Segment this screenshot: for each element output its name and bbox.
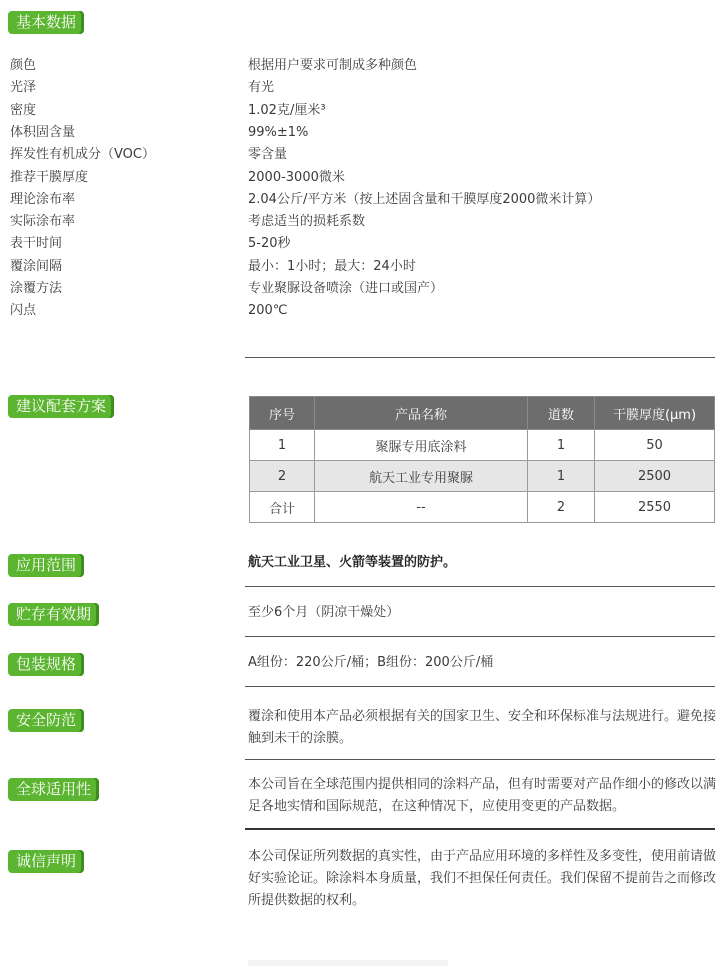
spec-row [0,167,725,189]
spec-value: 1.02克/厘米³ [248,102,326,118]
section-badge-statement: 诚信声明 [8,850,84,873]
table-header-row [250,397,715,430]
spec-value: 99%±1% [248,124,309,140]
table-cell: 合计 [250,492,315,523]
table-cell: 航天工业专用聚脲 [315,461,528,492]
table-cell: 2550 [595,492,715,523]
divider [245,759,715,760]
table-row [250,461,715,492]
section-badge-application: 应用范围 [8,554,84,577]
section-badge-packaging: 包装规格 [8,653,84,676]
spec-row [0,144,725,166]
spec-label: 表干时间 [10,236,63,252]
spec-row [0,100,725,122]
spec-row [0,77,725,99]
spec-row [0,189,725,211]
spec-row [0,233,725,255]
table-row-total [250,492,715,523]
spec-row [0,256,725,278]
divider [245,828,715,830]
spec-value: 零含量 [248,147,288,163]
spec-row [0,211,725,233]
spec-value: 5-20秒 [248,236,291,252]
divider [245,586,715,587]
section-badge-recommended-scheme: 建议配套方案 [8,395,114,418]
spec-value: 考虑适当的损耗系数 [248,214,366,230]
col-header-coats: 道数 [528,397,595,430]
spec-label: 密度 [10,102,37,118]
spec-label: 光泽 [10,80,37,96]
section-badge-safety: 安全防范 [8,709,84,732]
spec-value: 最小：1小时；最大：24小时 [248,258,416,274]
spec-row [0,300,725,322]
spec-label: 体积固含量 [10,124,76,140]
spec-value: 2000-3000微米 [248,169,345,185]
table-cell: 1 [528,461,595,492]
divider [245,686,715,687]
spec-value: 2.04公斤/平方米（按上述固含量和干膜厚度2000微米计算） [248,191,601,207]
col-header-no: 序号 [250,397,315,430]
statement-text: 本公司保证所列数据的真实性，由于产品应用环境的多样性及多变性，使用前请做好实验论证。除涂料本身质量，我们不担保任何责任。我们保留不提前告之而修改所提供数据的权利。 [248,849,717,908]
table-cell: 2 [250,461,315,492]
col-header-dft: 干膜厚度(μm) [595,397,715,430]
section-badge-global: 全球适用性 [8,778,99,801]
spec-label: 闪点 [10,303,37,319]
table-cell: 50 [595,430,715,461]
spec-value: 根据用户要求可制成多种颜色 [248,58,418,73]
spec-row [0,55,725,77]
table-cell: 2 [528,492,595,523]
safety-text: 覆涂和使用本产品必须根据有关的国家卫生、安全和环保标准与法规进行。避免接触到未干的涂膜。 [248,709,717,746]
section-badge-basic-data: 基本数据 [8,11,84,34]
spec-label: 实际涂布率 [10,214,76,230]
spec-value: 200℃ [248,303,288,319]
col-header-product: 产品名称 [315,397,528,430]
table-cell: 聚脲专用底涂料 [315,430,528,461]
spec-row [0,278,725,300]
spec-label: 挥发性有机成分（VOC） [10,147,155,163]
table-cell: -- [315,492,528,523]
divider [245,357,715,358]
table-cell: 1 [528,430,595,461]
global-text: 本公司旨在全球范围内提供相同的涂料产品，但有时需要对产品作细小的修改以满足各地实情和国际规范，在这种情况下，应使用变更的产品数据。 [248,777,717,814]
spec-value: 专业聚脲设备喷涂（进口或国产） [248,281,444,296]
spec-label: 理论涂布率 [10,191,76,207]
spec-label: 推荐干膜厚度 [10,169,89,185]
table-cell: 1 [250,430,315,461]
spec-label: 覆涂间隔 [10,258,63,274]
bottom-fade [248,960,448,966]
spec-label: 颜色 [10,58,37,73]
section-badge-storage: 贮存有效期 [8,603,99,626]
spec-row [0,122,725,144]
packaging-text: A组份：220公斤/桶；B组份：200公斤/桶 [248,655,494,670]
table-row [250,430,715,461]
coating-scheme-table [249,396,715,523]
table-cell: 2500 [595,461,715,492]
spec-label: 涂覆方法 [10,281,63,296]
application-text: 航天工业卫星、火箭等装置的防护。 [248,555,457,570]
divider [245,636,715,637]
storage-text: 至少6个月（阴凉干燥处） [248,605,400,620]
spec-value: 有光 [248,80,275,96]
